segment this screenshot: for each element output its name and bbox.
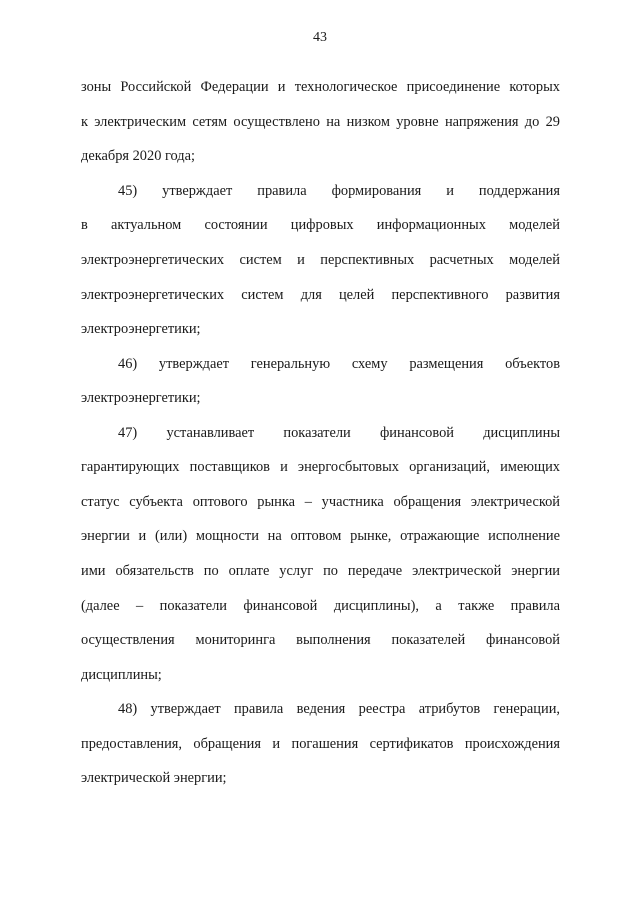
paragraph-46-start: 46) утверждает генеральную схему размещения объектов — [118, 356, 560, 372]
text-line: энергии и (или) мощности на оптовом рынке, отражающие исполнение — [81, 528, 560, 544]
text-line: гарантирующих поставщиков и энергосбытовых организаций, имеющих — [81, 459, 560, 475]
text-line: электроэнергетики; — [81, 321, 201, 337]
page-number: 43 — [313, 30, 327, 45]
text-line: зоны Российской Федерации и технологическое присоединение которых — [81, 79, 560, 95]
text-line: дисциплины; — [81, 667, 162, 683]
text-line: ими обязательств по оплате услуг по передаче электрической энергии — [81, 563, 560, 579]
text-line: (далее – показатели финансовой дисциплины), а также правила — [81, 598, 560, 614]
text-line: электроэнергетических систем для целей перспективного развития — [81, 287, 560, 303]
text-line: осуществления мониторинга выполнения показателей финансовой — [81, 632, 560, 648]
text-line: в актуальном состоянии цифровых информационных моделей — [81, 217, 560, 233]
text-line: декабря 2020 года; — [81, 148, 196, 164]
text-line: к электрическим сетям осуществлено на низком уровне напряжения до 29 — [81, 114, 560, 130]
text-line: статус субъекта оптового рынка – участника обращения электрической — [81, 494, 560, 510]
text-line: предоставления, обращения и погашения сертификатов происхождения — [81, 736, 560, 752]
text-line: электроэнергетических систем и перспективных расчетных моделей — [81, 252, 560, 268]
paragraph-47-start: 47) устанавливает показатели финансовой дисциплины — [118, 425, 560, 441]
paragraph-45-start: 45) утверждает правила формирования и поддержания — [118, 183, 560, 199]
text-line: электрической энергии; — [81, 770, 227, 786]
paragraph-48-start: 48) утверждает правила ведения реестра атрибутов генерации, — [118, 701, 560, 717]
text-line: электроэнергетики; — [81, 390, 201, 406]
